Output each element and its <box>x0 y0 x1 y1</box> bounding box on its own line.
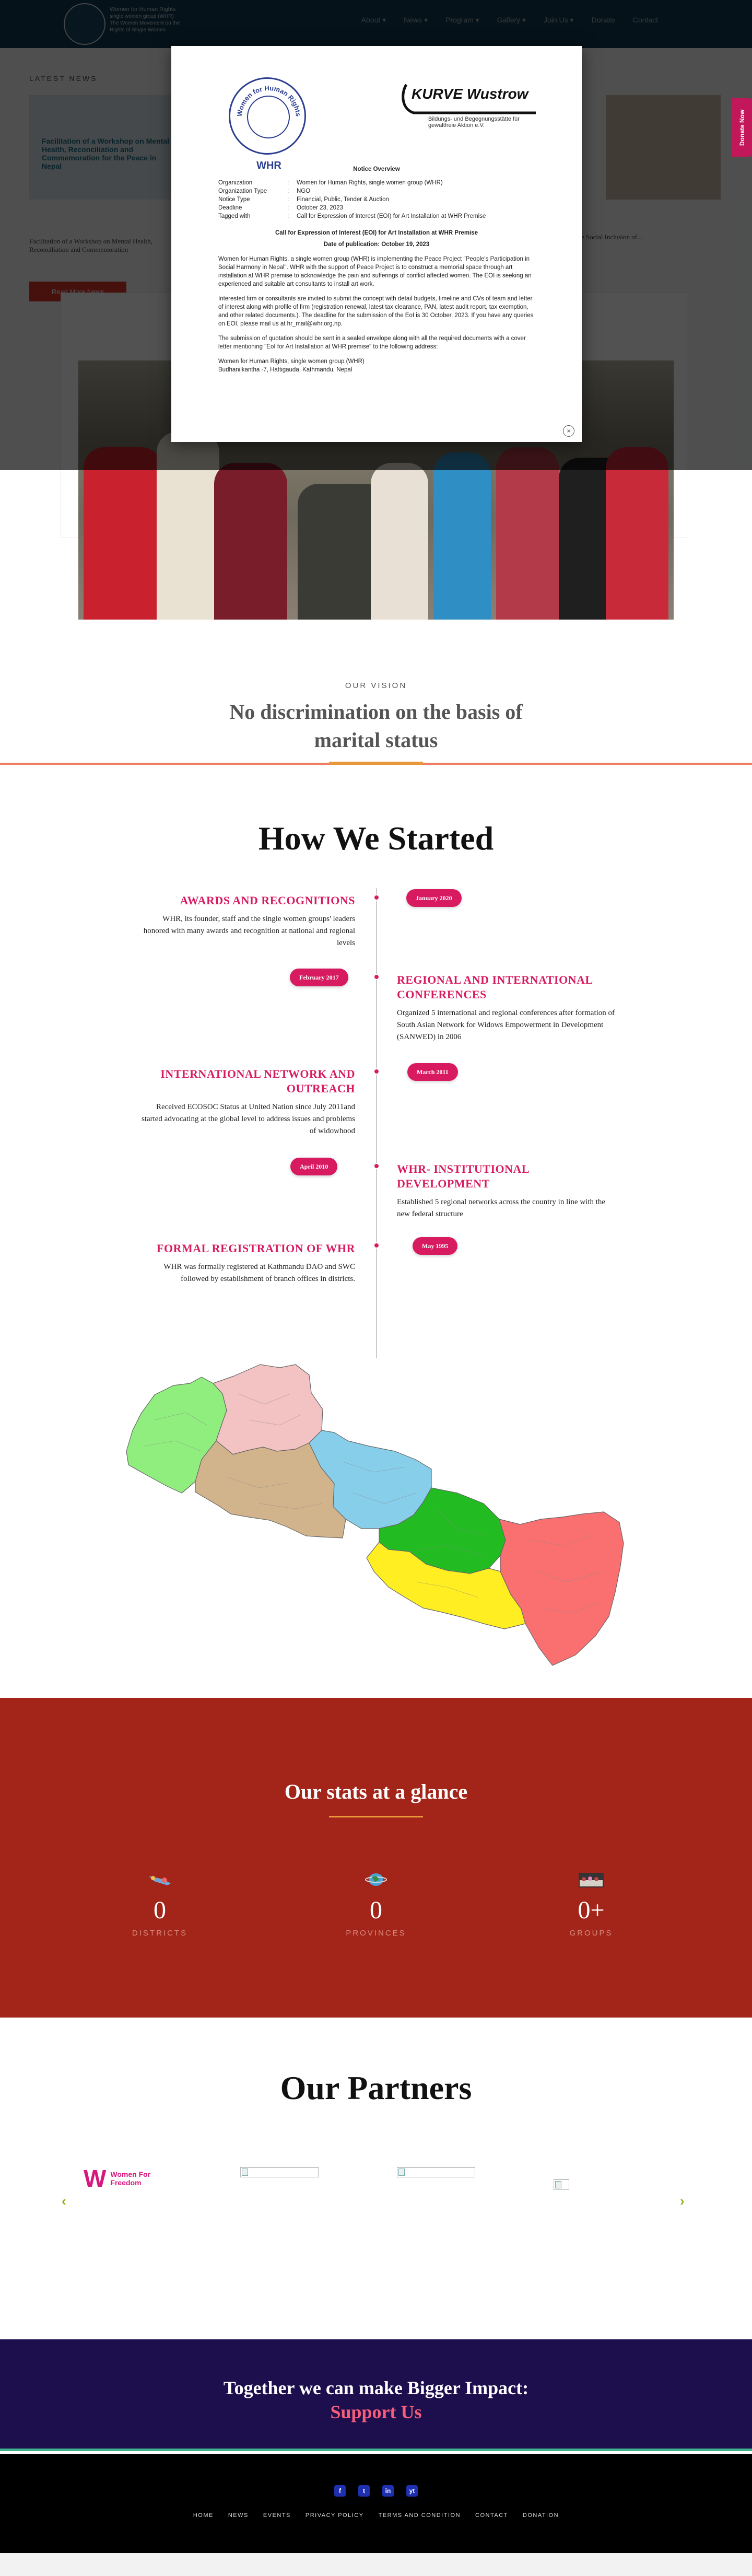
footer-link-donation[interactable]: DONATION <box>522 2512 559 2519</box>
svg-text:Women for Human Rights: Women for Human Rights <box>235 84 303 117</box>
site-footer <box>0 2454 752 2553</box>
cta-line-1: Together we can make Bigger Impact: <box>223 2377 529 2398</box>
timeline-item-text: WHR was formally registered at Kathmandu DAO and SWC followed by establishment of branch offices in districts. <box>163 1263 355 1283</box>
stat-groups <box>539 1870 643 1938</box>
notice-address-1: Women for Human Rights, single women group (WHR) <box>218 358 365 365</box>
timeline-item-title: AWARDS AND RECOGNITIONS <box>180 894 355 907</box>
timeline-dot <box>373 1242 380 1249</box>
timeline-date-badge: May 1995 <box>413 1237 457 1255</box>
notice-paragraph-2: Interested firm or consultants are invited to submit the concept with detail budgets, timeline and CVs of team and letter of interest along with profile of firm (registration renewal, latest tax clearance, PAN, latest audit report, tax exemption, and other related documents.). The deadline for the submission of the EoI is 30 October, 2023. If you have any queries on EOI, please mail us at hr_mail@whr.org.np. <box>218 296 534 327</box>
social-links <box>0 2485 752 2497</box>
province-koshi <box>499 1512 624 1665</box>
notice-call-title: Call for Expression of Interest (EOI) for Art Installation at WHR Premise <box>275 230 478 236</box>
province-karnali <box>213 1365 323 1454</box>
timeline-item <box>397 1162 616 1220</box>
stats-section <box>0 1698 752 2018</box>
timeline-date-badge: January 2020 <box>406 889 462 907</box>
support-us-link[interactable]: Support Us <box>330 2402 422 2422</box>
modal-close-button[interactable]: × <box>563 425 574 437</box>
footer-link-home[interactable]: HOME <box>193 2512 214 2519</box>
kurve-wustrow-logo <box>396 83 537 135</box>
timeline-item-title: REGIONAL AND INTERNATIONAL CONFERENCES <box>397 973 593 1001</box>
globe-icon <box>324 1870 428 1889</box>
stats-title: Our stats at a glance <box>284 1780 468 1803</box>
timeline-item-title: INTERNATIONAL NETWORK AND OUTREACH <box>160 1067 355 1095</box>
cta-banner <box>0 2339 752 2451</box>
notice-address-2: Budhanilkantha -7, Hattigauda, Kathmandu, Nepal <box>218 367 352 373</box>
notice-field-row: Tagged with : Call for Expression of Interest (EOI) for Art Installation at WHR Premise <box>218 213 486 219</box>
timeline-dot <box>373 1163 380 1169</box>
twitter-icon[interactable]: t <box>358 2485 370 2497</box>
timeline-item-text: WHR, its founder, staff and the single women groups' leaders honored with many awards and recognition at national and regional levels <box>143 915 355 947</box>
footer-link-contact[interactable]: CONTACT <box>475 2512 508 2519</box>
footer-link-privacy[interactable]: PRIVACY POLICY <box>305 2512 364 2519</box>
timeline-dot <box>373 894 380 901</box>
timeline-line <box>376 888 377 1358</box>
partner-logo-broken-image[interactable] <box>397 2167 475 2177</box>
vision-label: OUR VISION <box>345 681 407 690</box>
stat-value: 0 <box>154 1896 166 1924</box>
stats-divider <box>329 1816 423 1817</box>
timeline-date-badge: April 2010 <box>290 1158 337 1175</box>
timeline-item <box>397 973 616 1043</box>
stat-districts <box>108 1870 212 1938</box>
footer-link-events[interactable]: EVENTS <box>263 2512 291 2519</box>
timeline-item <box>136 1241 355 1285</box>
women-for-freedom-w: W <box>84 2165 107 2192</box>
partners-next-arrow[interactable]: › <box>680 2193 685 2209</box>
stat-label: GROUPS <box>569 1929 613 1938</box>
whr-notice-logo <box>229 77 306 171</box>
stat-label: DISTRICTS <box>132 1929 188 1938</box>
notice-field-row: Deadline : October 23, 2023 <box>218 205 343 211</box>
notice-modal <box>171 46 582 442</box>
partner-logo-broken-image[interactable] <box>240 2167 319 2177</box>
partners-title: Our Partners <box>280 2069 472 2106</box>
timeline-item <box>136 1067 355 1137</box>
timeline-item <box>136 893 355 949</box>
stat-provinces <box>324 1870 428 1938</box>
notice-field-row: Notice Type : Financial, Public, Tender & Auction <box>218 196 389 203</box>
partner-logo-broken-image[interactable] <box>554 2179 569 2190</box>
notice-field-row: Organization Type : NGO <box>218 188 311 194</box>
facebook-icon[interactable]: f <box>334 2485 346 2497</box>
timeline-dot <box>373 974 380 980</box>
footer-link-news[interactable]: NEWS <box>228 2512 249 2519</box>
partner-women-for-freedom-logo[interactable] <box>84 2165 167 2192</box>
map-marker-icon <box>108 1870 212 1889</box>
how-we-started-title: How We Started <box>258 820 494 857</box>
timeline-item-text: Received ECOSOC Status at United Nation since July 2011and started advocating at the global level to address issues and problems of widowhood <box>141 1103 355 1135</box>
stat-label: PROVINCES <box>346 1929 406 1938</box>
whr-logo-label: WHR <box>256 160 281 171</box>
timeline-item-title: WHR- INSTITUTIONAL DEVELOPMENT <box>397 1162 529 1190</box>
notice-date: Date of publication: October 19, 2023 <box>323 241 430 248</box>
partners-prev-arrow[interactable]: ‹ <box>62 2193 66 2209</box>
timeline-dot <box>373 1068 380 1075</box>
bottom-strip <box>0 2553 752 2576</box>
vision-title: No discrimination on the basis of marital status <box>229 700 523 752</box>
timeline-item-title: FORMAL REGISTRATION OF WHR <box>157 1242 355 1255</box>
notice-body <box>218 165 535 374</box>
timeline-item-text: Organized 5 international and regional conferences after formation of South Asian Network for Widows Empowerment in Development (SANWED) in 2006 <box>397 1009 615 1041</box>
group-photo-icon <box>539 1870 643 1889</box>
kurve-tagline: Bildungs- und Begegnungsstätte für gewaltfreie Aktion e.V. <box>428 116 520 129</box>
notice-field-row: Organization : Women for Human Rights, single women group (WHR) <box>218 180 443 186</box>
kurve-name: KURVE Wustrow <box>412 86 528 102</box>
linkedin-icon[interactable]: in <box>382 2485 394 2497</box>
timeline-date-badge: March 2011 <box>407 1063 458 1081</box>
notice-paragraph-3: The submission of quotation should be sent in a sealed envelope along with all the required documents with a cover letter mentioning "EoI for Art Installation at WHR premise" to the following address: <box>218 335 526 350</box>
nepal-province-map <box>123 1362 631 1668</box>
timeline-date-badge: February 2017 <box>290 969 348 986</box>
timeline-item-text: Established 5 regional networks across the country in line with the new federal structure <box>397 1198 606 1218</box>
footer-nav <box>0 2512 752 2519</box>
women-for-freedom-text: Women For Freedom <box>110 2170 151 2187</box>
notice-paragraph-1: Women for Human Rights, a single women group (WHR) is implementing the Peace Project "People's Participation in Social Harmony in Nepal". WHR with the support of Peace Project is to construct a memorial space through art installation at WHR premise to acknowledge the pain and sufferings of conflict affected women. The EOI is seeking an experienced and suitable art consultants to install art work. <box>218 256 532 287</box>
whr-logo-arc <box>230 79 308 156</box>
stat-value: 0+ <box>578 1896 605 1924</box>
donate-now-tab[interactable]: Donate Now <box>732 98 752 157</box>
notice-heading: Notice Overview <box>353 166 400 172</box>
footer-link-terms[interactable]: TERMS AND CONDITION <box>378 2512 461 2519</box>
stat-value: 0 <box>370 1896 382 1924</box>
youtube-icon[interactable]: yt <box>406 2485 418 2497</box>
vision-divider-accent <box>329 762 423 765</box>
